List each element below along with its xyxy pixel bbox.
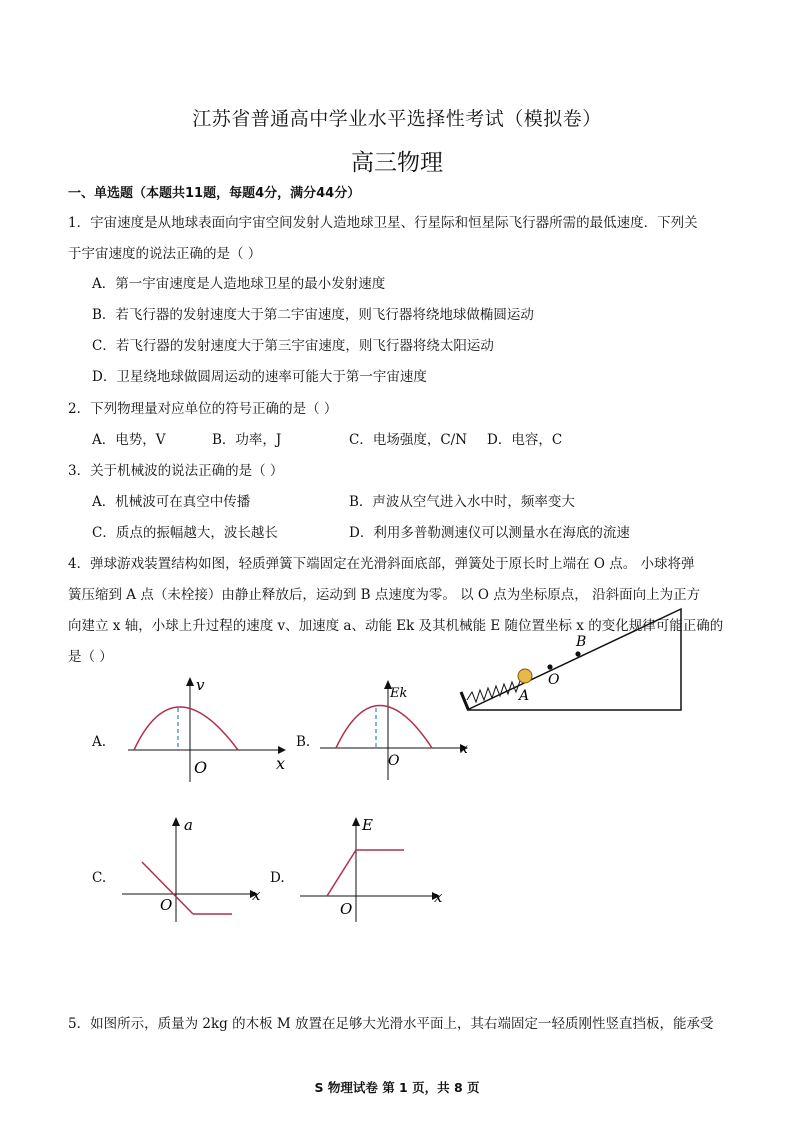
q2-option-b: B．功率，J <box>212 432 282 448</box>
q3-option-a: A．机械波可在真空中传播 <box>92 494 251 510</box>
page-footer: S 物理试卷 第 1 页，共 8 页 <box>314 1080 480 1095</box>
graph-d <box>294 812 454 922</box>
q2-option-a: A．电势，V <box>92 432 166 448</box>
velocity-curve <box>134 707 238 750</box>
graph-b-y-label: Ek <box>390 686 408 701</box>
graph-c <box>112 812 272 932</box>
exam-title: 江苏省普通高中学业水平选择性考试（模拟卷） <box>192 108 602 130</box>
q4-stem-line3: 向建立 x 轴，小球上升过程的速度 v、加速度 a、动能 Ek 及其机械能 E 随位置坐标 x 的变化规律可能正确的 <box>68 618 724 634</box>
graph-b-x-label: x <box>460 741 468 757</box>
q5-stem-line1: 5．如图所示，质量为 2kg 的木板 M 放置在足够大光滑水平面上，其右端固定一轻质刚性竖直挡板，能承受 <box>68 1016 714 1032</box>
point-o-dot <box>547 664 552 669</box>
q1-stem-line2: 于宇宙速度的说法正确的是（ ） <box>68 246 262 262</box>
graph-c-origin: O <box>160 896 173 914</box>
q3-option-b: B．声波从空气进入水中时，频率变大 <box>349 494 575 510</box>
ball <box>518 669 532 683</box>
graph-a-origin: O <box>194 758 208 777</box>
graph-c-x-label: x <box>252 886 261 904</box>
q1-stem-line1: 1．宇宙速度是从地球表面向宇宙空间发射人造地球卫星、行星际和恒星际飞行器所需的最低速度．下列关 <box>68 215 698 231</box>
exam-subtitle: 高三物理 <box>351 150 443 176</box>
q3-option-c: C．质点的振幅越大，波长越长 <box>92 525 278 541</box>
q3-option-d: D．利用多普勒测速仪可以测量水在海底的流速 <box>349 525 630 541</box>
section-heading: 一、单选题（本题共11题，每题4分，满分44分） <box>68 186 361 201</box>
q1-option-c: C．若飞行器的发射速度大于第三宇宙速度，则飞行器将绕太阳运动 <box>92 338 494 354</box>
label-o: O <box>548 672 560 688</box>
q3-stem: 3．关于机械波的说法正确的是（ ） <box>68 463 284 479</box>
q2-stem: 2．下列物理量对应单位的符号正确的是（ ） <box>68 401 338 417</box>
graph-c-option: C. <box>92 870 107 886</box>
graph-a-y-label: v <box>196 676 205 694</box>
graph-a-x-label: x <box>276 754 286 773</box>
label-b: B <box>576 634 587 650</box>
label-a: A <box>519 688 530 704</box>
graph-d-option: D. <box>270 870 285 886</box>
graph-d-y-label: E <box>362 816 373 834</box>
q1-option-d: D．卫星绕地球做圆周运动的速率可能大于第一宇宙速度 <box>92 369 427 385</box>
graph-d-x-label: x <box>434 888 443 906</box>
graph-b-option: B. <box>296 734 311 750</box>
kinetic-energy-curve <box>336 706 432 749</box>
graph-d-origin: O <box>340 900 353 918</box>
mechanical-energy-line <box>327 850 356 896</box>
q4-stem-line4: 是（ ） <box>68 649 113 665</box>
graph-b-origin: O <box>388 753 400 769</box>
q1-option-a: A．第一宇宙速度是人造地球卫星的最小发射速度 <box>92 276 386 292</box>
q2-option-d: D．电容，C <box>487 432 563 448</box>
q4-stem-line1: 4．弹球游戏装置结构如图，轻质弹簧下端固定在光滑斜面底部，弹簧处于原长时上端在 O 点。 小球将弹 <box>68 556 695 572</box>
point-b-dot <box>575 651 580 656</box>
q4-stem-line2: 簧压缩到 A 点（未栓接）由静止释放后，运动到 B 点速度为零。 以 O 点为坐标原点， 沿斜面向上为正方 <box>68 587 701 603</box>
q1-option-b: B．若飞行器的发射速度大于第二宇宙速度，则飞行器将绕地球做椭圆运动 <box>92 307 534 323</box>
graph-a <box>118 672 298 782</box>
graph-c-y-label: a <box>184 816 193 834</box>
graph-b <box>312 675 482 780</box>
q2-option-c: C．电场强度，C/N <box>349 432 468 448</box>
graph-a-option: A. <box>92 734 107 750</box>
incline-figure <box>455 596 705 716</box>
